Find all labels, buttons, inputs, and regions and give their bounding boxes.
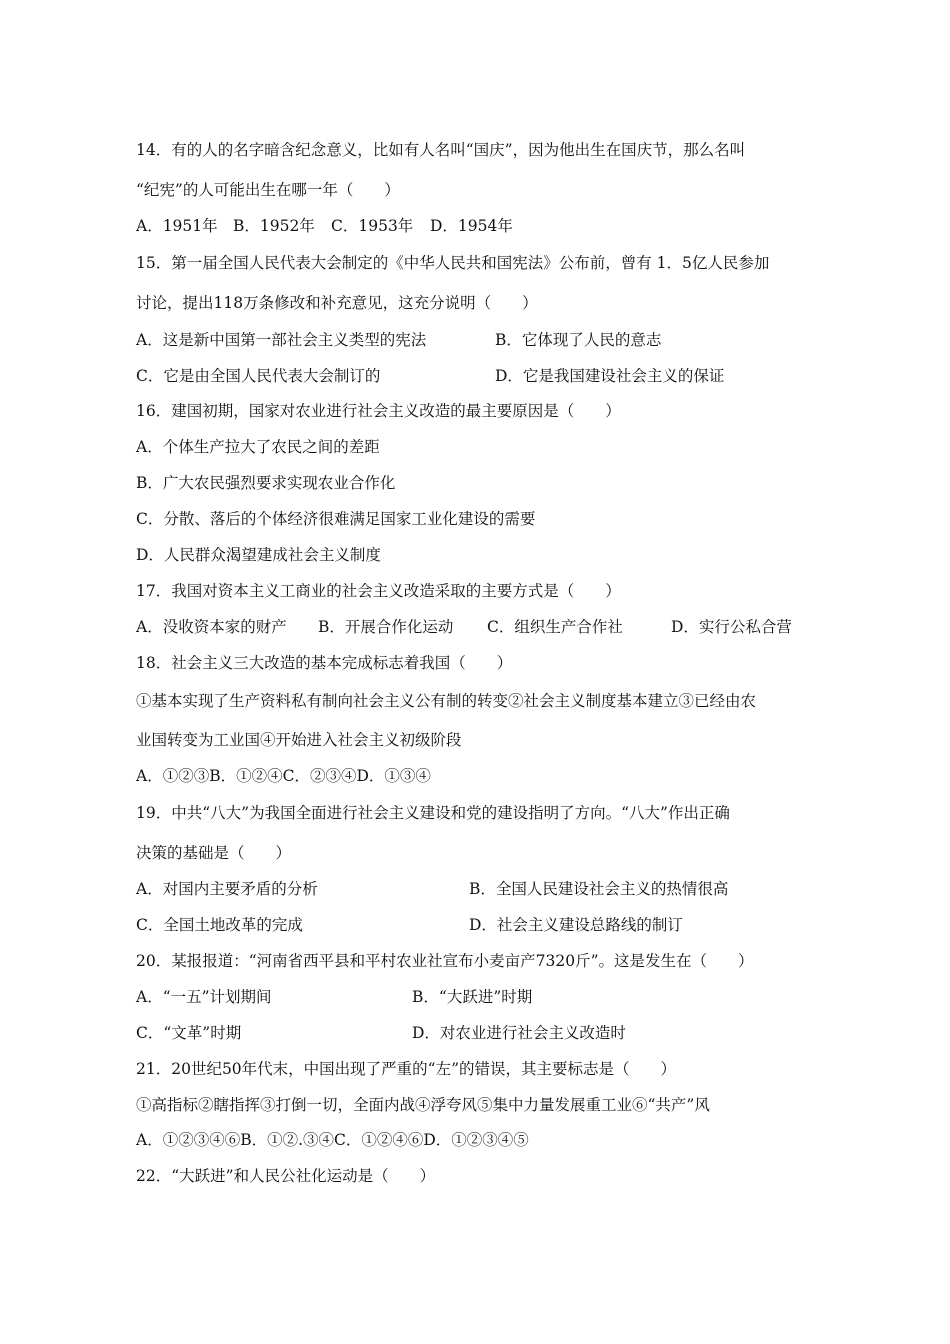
- question-16-stem: 16．建国初期，国家对农业进行社会主义改造的最主要原因是（ ）: [136, 402, 621, 420]
- question-18-items-line1: ①基本实现了生产资料私有制向社会主义公有制的转变②社会主义制度基本建立③已经由农: [136, 692, 757, 710]
- question-16-option-a: A．个体生产拉大了农民之间的差距: [136, 438, 380, 456]
- question-18-stem: 18．社会主义三大改造的基本完成标志着我国（ ）: [136, 654, 513, 672]
- question-19-stem-line1: 19．中共“八大”为我国全面进行社会主义建设和党的建设指明了方向。“八大”作出正确: [136, 804, 730, 822]
- question-14-stem-line2: “纪宪”的人可能出生在哪一年（ ）: [136, 181, 400, 199]
- question-14-option-c: C．1953年: [331, 217, 414, 235]
- question-20-option-b: B．“大跃进”时期: [412, 988, 533, 1006]
- question-19-stem-line2: 决策的基础是（ ）: [136, 844, 292, 862]
- question-19-option-a: A．对国内主要矛盾的分析: [136, 880, 318, 898]
- question-15-option-d: D．它是我国建设社会主义的保证: [495, 367, 725, 385]
- question-16-option-c: C．分散、落后的个体经济很难满足国家工业化建设的需要: [136, 510, 536, 528]
- question-15-option-b: B．它体现了人民的意志: [495, 331, 662, 349]
- question-21-items: ①高指标②瞎指挥③打倒一切，全面内战④浮夸风⑤集中力量发展重工业⑥“共产”风: [136, 1096, 710, 1114]
- question-20-option-d: D．对农业进行社会主义改造时: [412, 1024, 626, 1042]
- question-14-option-a: A．1951年: [136, 217, 218, 235]
- question-18-options: A．①②③B．①②④C．②③④D．①③④: [136, 767, 431, 785]
- question-17-option-c: C．组织生产合作社: [487, 618, 623, 636]
- question-17-stem: 17．我国对资本主义工商业的社会主义改造采取的主要方式是（ ）: [136, 582, 621, 600]
- question-18-items-line2: 业国转变为工业国④开始进入社会主义初级阶段: [136, 731, 462, 749]
- question-14-option-d: D．1954年: [430, 217, 513, 235]
- question-20-option-c: C．“文革”时期: [136, 1024, 242, 1042]
- question-17-option-a: A．没收资本家的财产: [136, 618, 287, 636]
- question-21-options: A．①②③④⑥B．①②.③④C．①②④⑥D．①②③④⑤: [136, 1131, 529, 1149]
- question-15-stem-line1: 15．第一届全国人民代表大会制定的《中华人民共和国宪法》公布前，曾有 1．5亿人民参加: [136, 254, 770, 272]
- question-19-option-d: D．社会主义建设总路线的制订: [469, 916, 683, 934]
- question-17-option-d: D．实行公私合营: [671, 618, 792, 636]
- question-20-option-a: A．“一五”计划期间: [136, 988, 272, 1006]
- question-19-option-b: B．全国人民建设社会主义的热情很高: [469, 880, 729, 898]
- question-17-option-b: B．开展合作化运动: [318, 618, 454, 636]
- question-16-option-d: D．人民群众渴望建成社会主义制度: [136, 546, 381, 564]
- question-16-option-b: B．广大农民强烈要求实现农业合作化: [136, 474, 396, 492]
- question-15-option-a: A．这是新中国第一部社会主义类型的宪法: [136, 331, 427, 349]
- question-22-stem: 22．“大跃进”和人民公社化运动是（ ）: [136, 1167, 436, 1185]
- question-15-stem-line2: 讨论，提出118万条修改和补充意见，这充分说明（ ）: [136, 294, 538, 312]
- question-20-stem: 20．某报报道：“河南省西平县和平村农业社宣布小麦亩产7320斤”。这是发生在（ ）: [136, 952, 754, 970]
- question-14-stem-line1: 14．有的人的名字暗含纪念意义，比如有人名叫“国庆”，因为他出生在国庆节，那么名叫: [136, 141, 746, 159]
- question-15-option-c: C．它是由全国人民代表大会制订的: [136, 367, 381, 385]
- question-21-stem: 21．20世纪50年代末，中国出现了严重的“左”的错误，其主要标志是（ ）: [136, 1060, 677, 1078]
- question-14-option-b: B．1952年: [233, 217, 315, 235]
- question-19-option-c: C．全国土地改革的完成: [136, 916, 303, 934]
